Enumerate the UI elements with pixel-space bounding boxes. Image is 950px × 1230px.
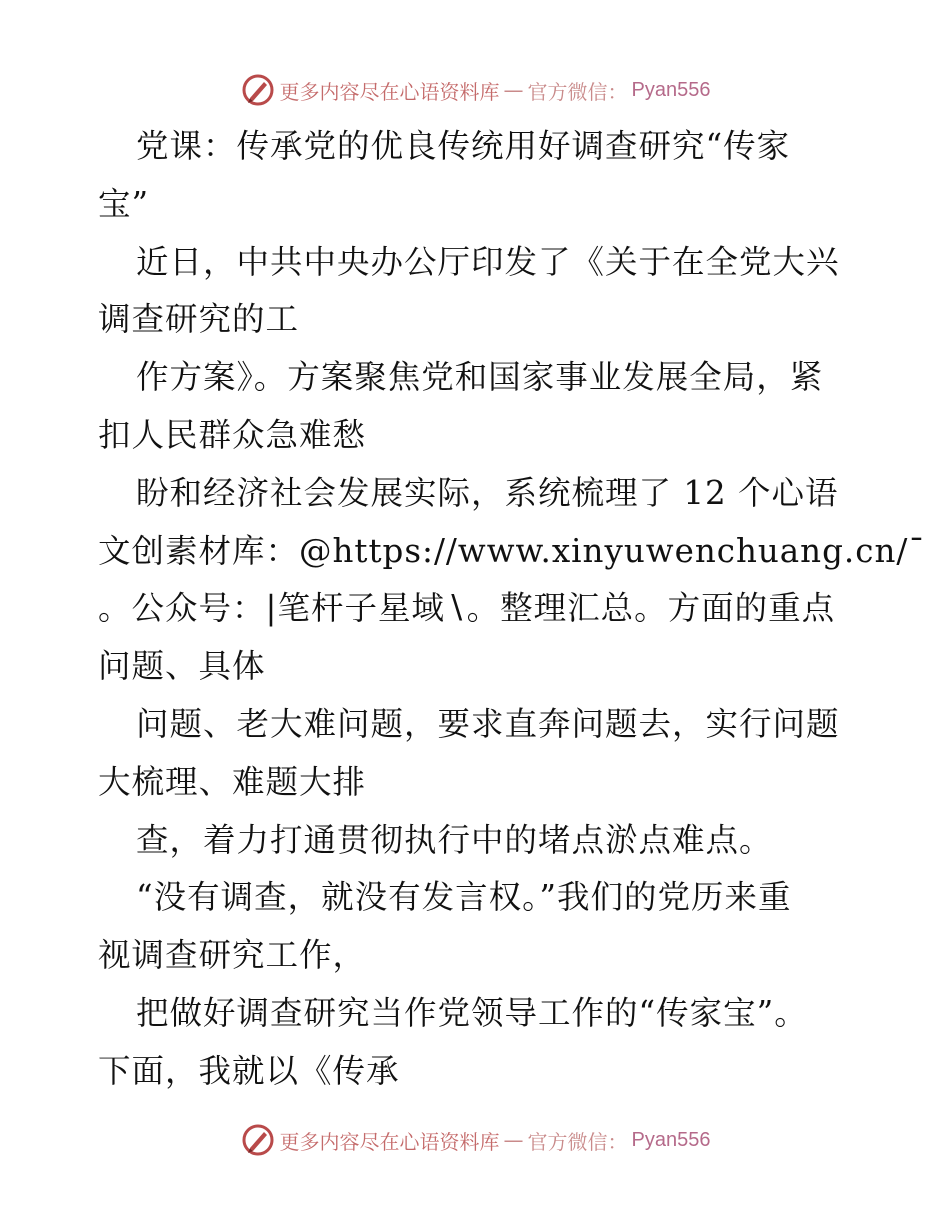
body-line: 大梳理、难题大排 <box>98 762 367 801</box>
watermark-wechat-id: Pyan556 <box>631 78 711 101</box>
body-line: 党课：传承党的优良传统用好调查研究“传家 <box>136 127 791 165</box>
body-line: 视调查研究工作， <box>98 936 367 975</box>
header-watermark <box>0 70 950 110</box>
body-line: 盼和经济社会发展实际，系统梳理了 12 个心语 <box>136 473 839 512</box>
body-line: 。公众号：|笔杆子星域∖。整理汇总。方面的重点 <box>98 589 836 628</box>
watermark-wechat-label: 官方微信： <box>527 79 628 104</box>
body-line: 近日，中共中央办公厅印发了《关于在全党大兴 <box>136 242 840 281</box>
body-line: 查，着力打通贯彻执行中的堵点淤点难点。 <box>136 820 773 859</box>
watermark-dash: — <box>503 78 524 102</box>
body-line: 扣人民群众急难愁 <box>98 415 367 454</box>
document-body <box>98 118 926 1101</box>
body-line: 下面，我就以《传承 <box>98 1051 400 1090</box>
body-line: 问题、老大难问题，要求直奔问题去，实行问题 <box>136 704 840 743</box>
watermark-main-text: 更多内容尽在心语资料库 <box>279 79 500 104</box>
footer-watermark <box>0 1120 950 1160</box>
body-line: 把做好调查研究当作党领导工作的“传家宝”。 <box>136 993 808 1032</box>
watermark-main-text: 更多内容尽在心语资料库 <box>279 1129 500 1154</box>
watermark-wechat-id: Pyan556 <box>631 1128 711 1151</box>
pen-logo-icon <box>240 72 276 108</box>
watermark-wechat-label: 官方微信： <box>527 1129 628 1154</box>
pen-logo-icon <box>240 1122 276 1158</box>
body-line: 作方案》。方案聚焦党和国家事业发展全局，紧 <box>136 358 824 397</box>
body-line: “没有调查，就没有发言权。”我们的党历来重 <box>136 878 792 917</box>
watermark-dash: — <box>503 1128 524 1152</box>
body-line: 宝” <box>98 184 150 223</box>
body-line: 调查研究的工 <box>98 300 300 339</box>
body-line: 问题、具体 <box>98 647 266 686</box>
body-line: 文创素材库：@https://www.xinyuwenchuang.cn/¯ <box>98 531 926 570</box>
